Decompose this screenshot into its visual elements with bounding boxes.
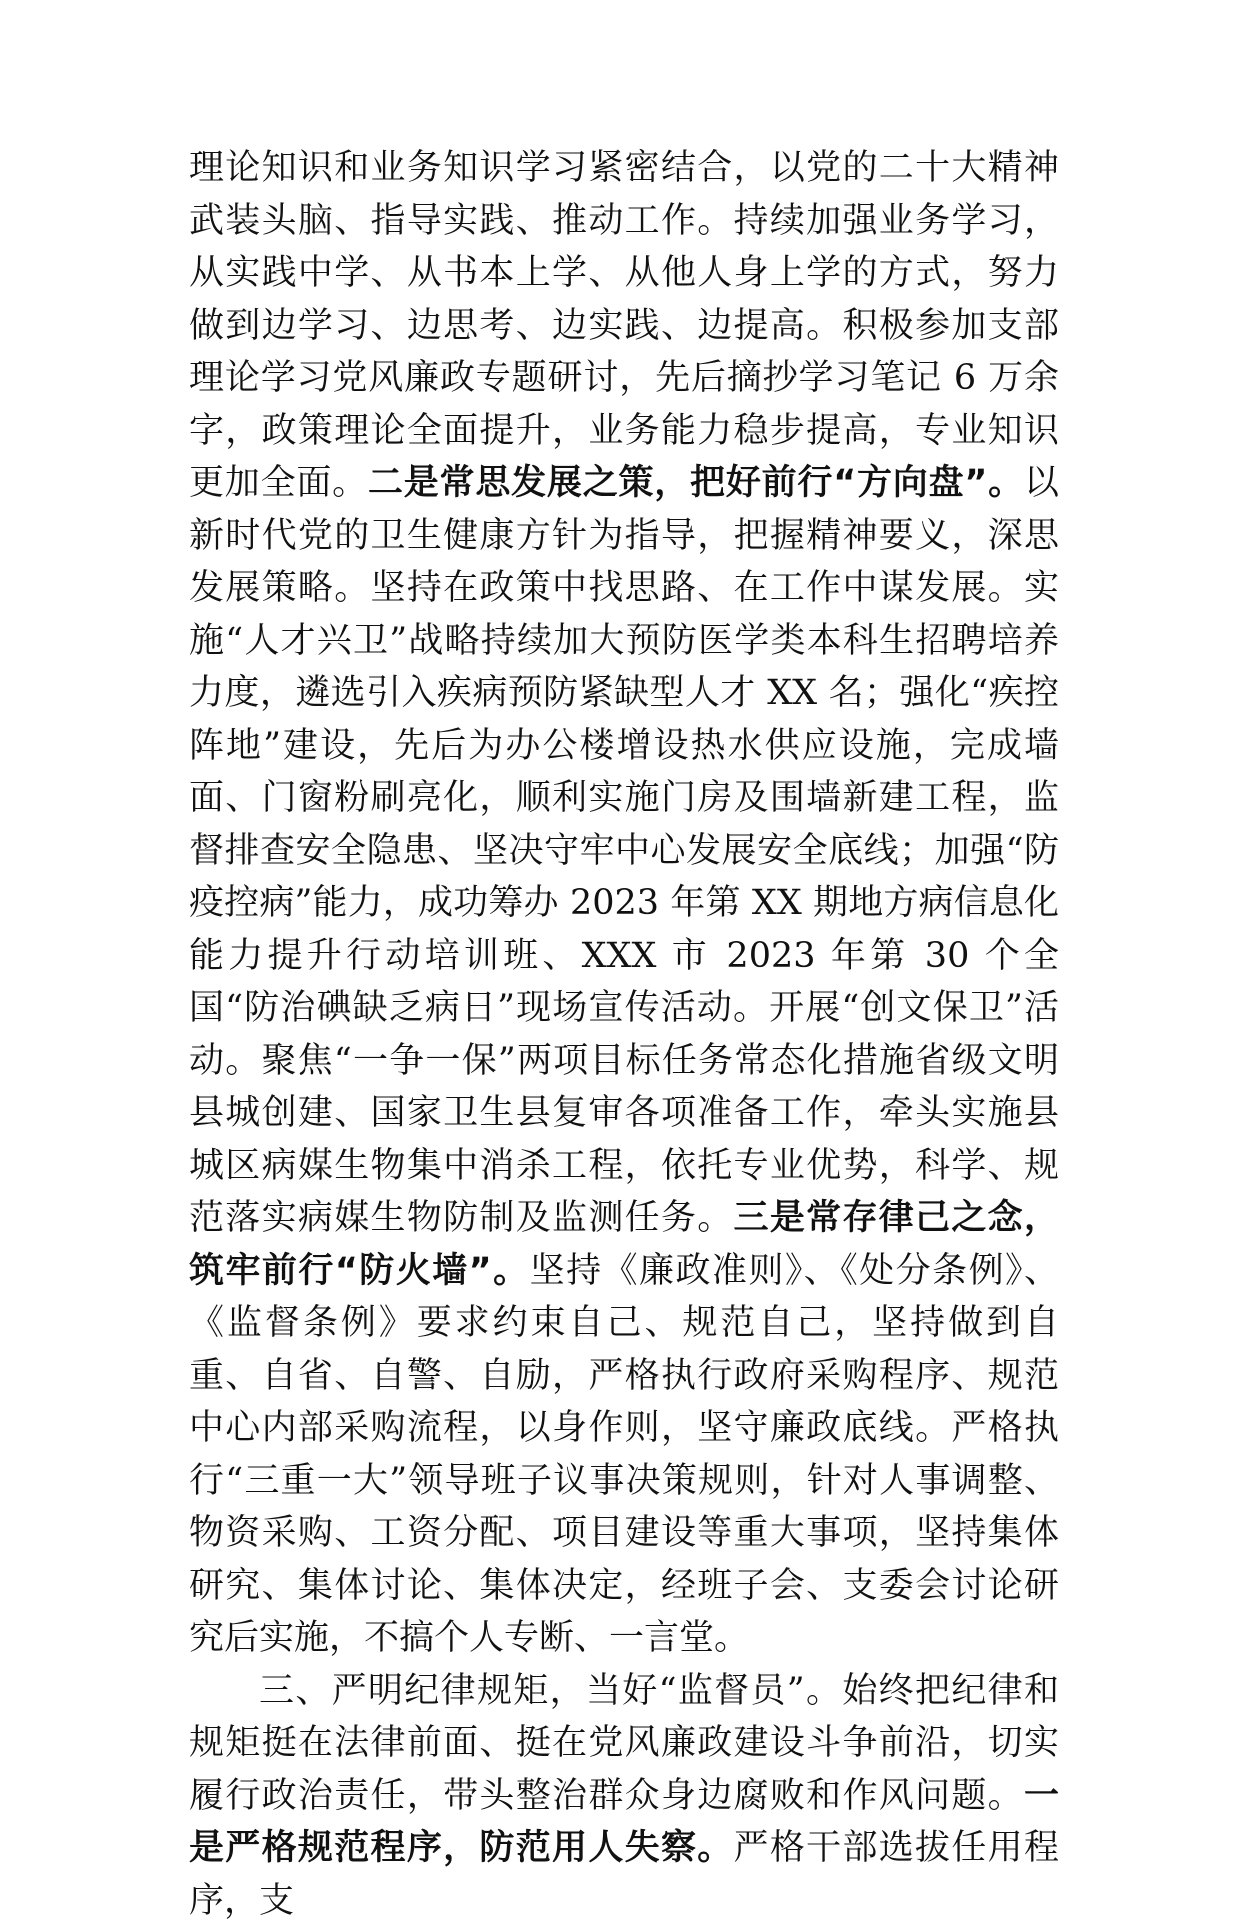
bold-heading-run: 三是常存律己之念，筑牢前行“防火墙”。 <box>189 1198 1059 1291</box>
body-paragraph-2 <box>189 1665 1059 1927</box>
text-run: 以新时代党的卫生健康方针为指导，把握精神要义，深思发展策略。坚持在政策中找思路、在工作中谋发展。实施“人才兴卫”战略持续加大预防医学类本科生招聘培养力度，遴选引入疾病预防紧缺型人才 XX 名；强化“疾控阵地”建设，先后为办公楼增设热水供应设施，完成墙面、门窗粉刷亮化，顺利实施门房及围墙新建工程，监督排查安全隐患、坚决守牢中心发展安全底线；加强“防疫控病”能力，成功筹办 2023 年第 XX 期地方病信息化能力提升行动培训班、XXX 市 2023 年第 30 个全国“防治碘缺乏病日”现场宣传活动。开展“创文保卫”活动。聚焦“一争一保”两项目标任务常态化措施省级文明县城创建、国家卫生县复审各项准备工作，牵头实施县城区病媒生物集中消杀工程，依托专业优势，科学、规范落实病媒生物防制及监测任务。 <box>189 463 1059 1238</box>
bold-heading-run: 二是常思发展之策，把好前行“方向盘”。 <box>368 463 1024 503</box>
text-run: 坚持《廉政准则》、《处分条例》、《监督条例》要求约束自己、规范自己，坚持做到自重、自省、自警、自励，严格执行政府采购程序、规范中心内部采购流程，以身作则，坚守廉政底线。严格执行“三重一大”领导班子议事决策规则，针对人事调整、物资采购、工资分配、项目建设等重大事项，坚持集体研究、集体讨论、集体决定，经班子会、支委会讨论研究后实施，不搞个人专断、一言堂。 <box>189 1251 1059 1659</box>
document-page <box>189 142 1059 1927</box>
text-run: 严格干部选拔任用程序，支 <box>189 1828 1059 1921</box>
text-run: 理论知识和业务知识学习紧密结合，以党的二十大精神武装头脑、指导实践、推动工作。持续加强业务学习，从实践中学、从书本上学、从他人身上学的方式，努力做到边学习、边思考、边实践、边提高。积极参加支部理论学习党风廉政专题研讨，先后摘抄学习笔记 6 万余字，政策理论全面提升，业务能力稳步提高，专业知识更加全面。 <box>189 148 1059 503</box>
body-paragraph-1 <box>189 142 1059 1665</box>
bold-heading-run: 一是严格规范程序，防范用人失察。 <box>189 1776 1059 1869</box>
text-run: 三、严明纪律规矩，当好“监督员”。始终把纪律和规矩挺在法律前面、挺在党风廉政建设斗争前沿，切实履行政治责任，带头整治群众身边腐败和作风问题。 <box>189 1671 1059 1816</box>
